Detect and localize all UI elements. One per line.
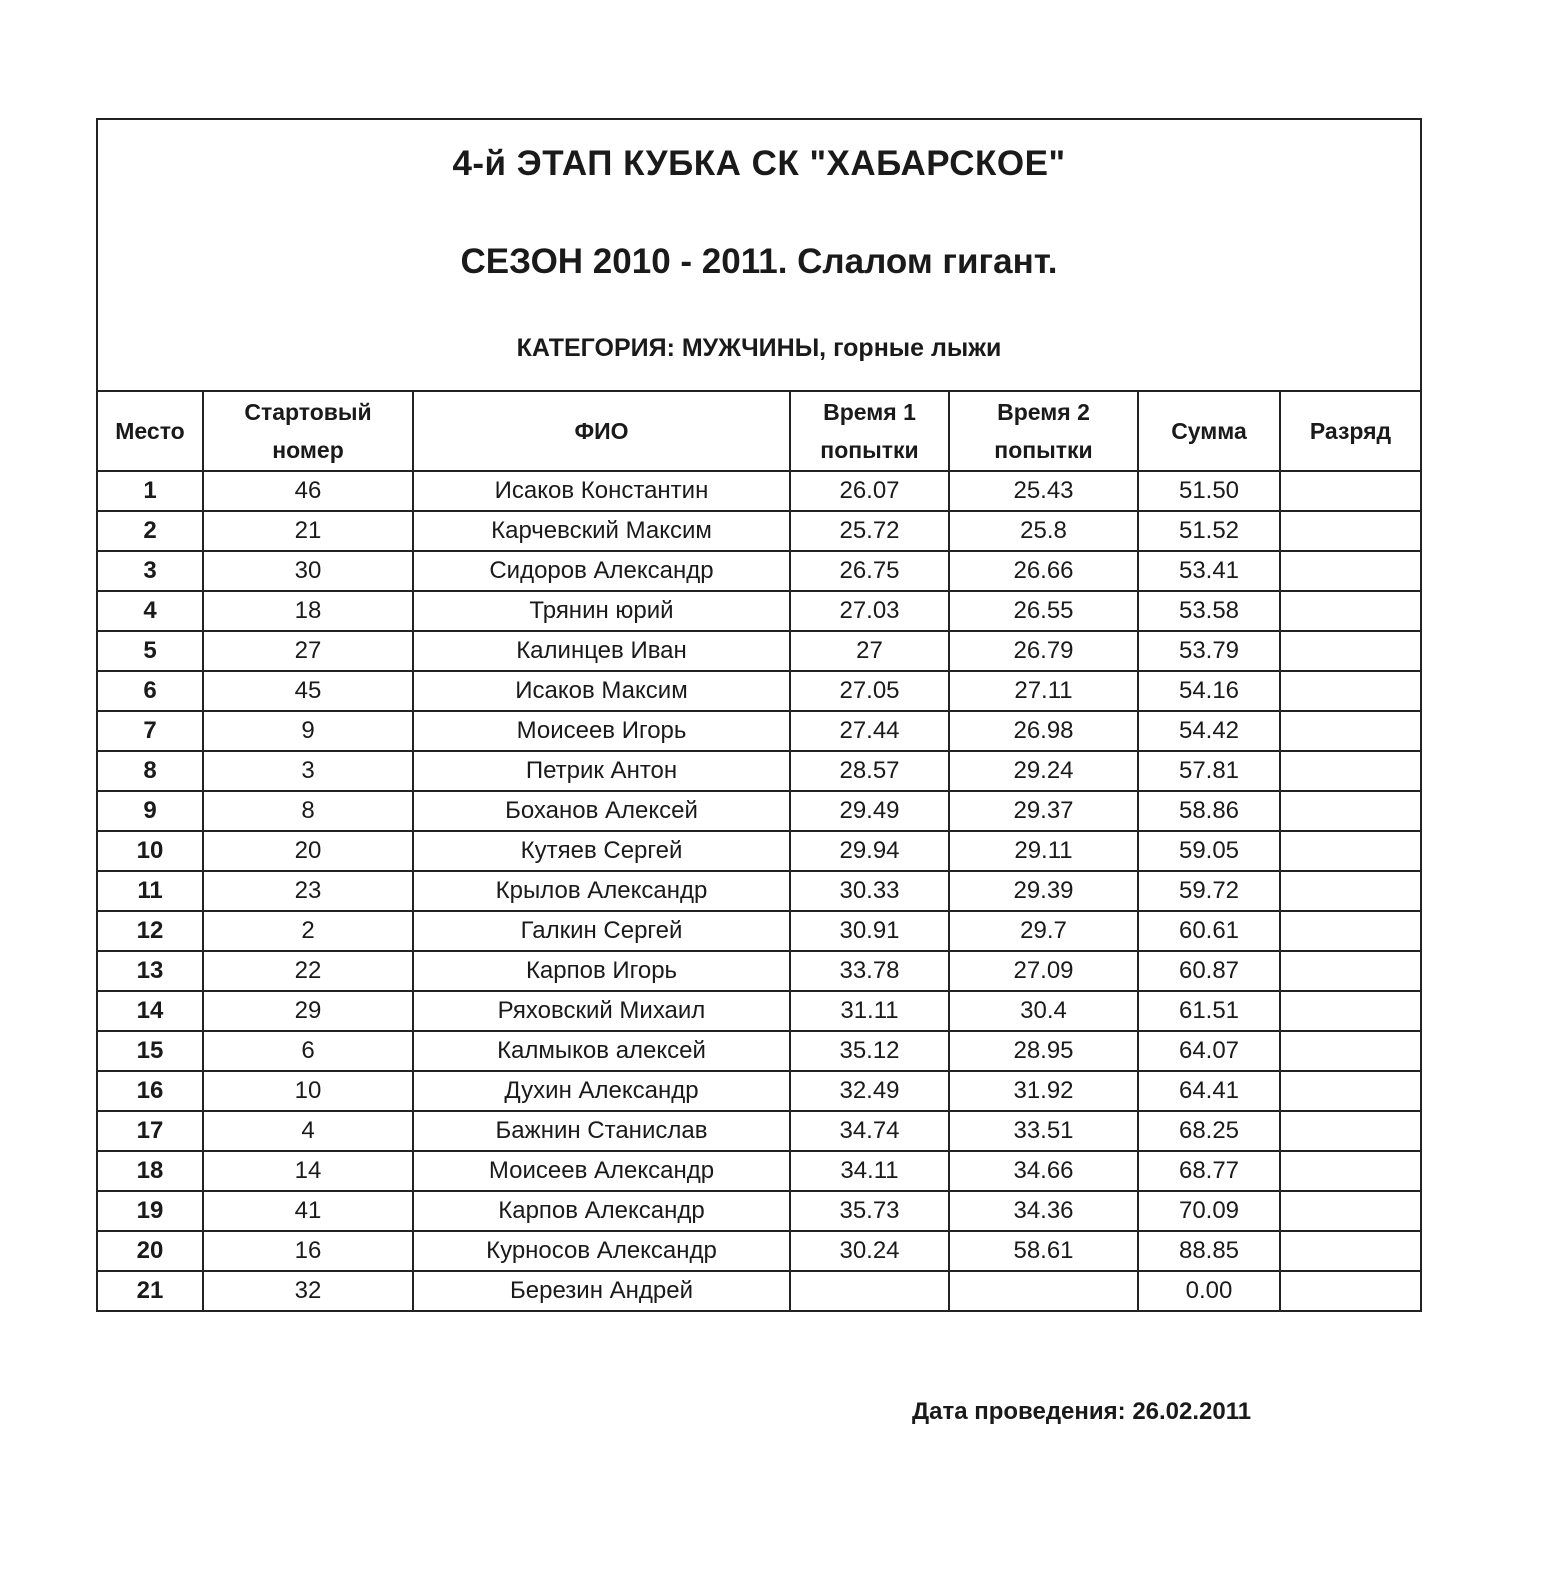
cell-place: 1	[98, 471, 203, 511]
cell-run1: 29.94	[790, 831, 949, 871]
cell-rank	[1280, 511, 1420, 551]
cell-total: 64.41	[1138, 1071, 1280, 1111]
cell-bib: 14	[203, 1151, 413, 1191]
cell-run1	[790, 1271, 949, 1310]
cell-total: 88.85	[1138, 1231, 1280, 1271]
cell-name: Карпов Александр	[413, 1191, 790, 1231]
cell-rank	[1280, 1111, 1420, 1151]
cell-place: 8	[98, 751, 203, 791]
col-header-bib	[203, 392, 413, 471]
table-row	[98, 551, 1420, 591]
cell-bib: 20	[203, 831, 413, 871]
cell-run1: 27.44	[790, 711, 949, 751]
cell-run1: 34.11	[790, 1151, 949, 1191]
cell-total: 68.77	[1138, 1151, 1280, 1191]
cell-bib: 18	[203, 591, 413, 631]
table-row	[98, 631, 1420, 671]
col-header-run1-line1: Время 1	[823, 399, 916, 425]
col-header-run2	[949, 392, 1138, 471]
cell-run2: 25.8	[949, 511, 1138, 551]
cell-rank	[1280, 911, 1420, 951]
cell-rank	[1280, 1271, 1420, 1310]
col-header-run1-line2: попытки	[820, 437, 919, 463]
cell-run2: 26.66	[949, 551, 1138, 591]
cell-name: Петрик Антон	[413, 751, 790, 791]
cell-total: 59.05	[1138, 831, 1280, 871]
cell-place: 13	[98, 951, 203, 991]
table-row	[98, 671, 1420, 711]
cell-rank	[1280, 991, 1420, 1031]
cell-run2: 30.4	[949, 991, 1138, 1031]
cell-total: 51.52	[1138, 511, 1280, 551]
table-row	[98, 591, 1420, 631]
cell-name: Духин Александр	[413, 1071, 790, 1111]
cell-run2: 28.95	[949, 1031, 1138, 1071]
table-row	[98, 1271, 1420, 1310]
cell-run2: 27.11	[949, 671, 1138, 711]
cell-total: 51.50	[1138, 471, 1280, 511]
cell-run1: 35.73	[790, 1191, 949, 1231]
cell-rank	[1280, 951, 1420, 991]
cell-run2: 26.79	[949, 631, 1138, 671]
cell-rank	[1280, 551, 1420, 591]
cell-bib: 30	[203, 551, 413, 591]
cell-run1: 26.07	[790, 471, 949, 511]
cell-run1: 29.49	[790, 791, 949, 831]
cell-name: Трянин юрий	[413, 591, 790, 631]
cell-rank	[1280, 1071, 1420, 1111]
cell-run2: 29.39	[949, 871, 1138, 911]
cell-place: 17	[98, 1111, 203, 1151]
cell-total: 64.07	[1138, 1031, 1280, 1071]
cell-total: 53.58	[1138, 591, 1280, 631]
table-row	[98, 1071, 1420, 1111]
cell-bib: 23	[203, 871, 413, 911]
category-label: КАТЕГОРИЯ: МУЖЧИНЫ, горные лыжи	[516, 334, 1002, 362]
page-title: 4-й ЭТАП КУБКА СК "ХАБАРСКОЕ"	[452, 144, 1066, 183]
cell-place: 4	[98, 591, 203, 631]
cell-place: 7	[98, 711, 203, 751]
col-header-run2-line1: Время 2	[997, 399, 1090, 425]
cell-name: Боханов Алексей	[413, 791, 790, 831]
table-row	[98, 511, 1420, 551]
cell-total: 0.00	[1138, 1271, 1280, 1310]
cell-run2: 31.92	[949, 1071, 1138, 1111]
cell-place: 21	[98, 1271, 203, 1310]
cell-run2: 29.7	[949, 911, 1138, 951]
cell-run1: 28.57	[790, 751, 949, 791]
cell-bib: 29	[203, 991, 413, 1031]
cell-place: 20	[98, 1231, 203, 1271]
cell-total: 60.87	[1138, 951, 1280, 991]
cell-place: 14	[98, 991, 203, 1031]
cell-rank	[1280, 671, 1420, 711]
table-row	[98, 751, 1420, 791]
page-subtitle: СЕЗОН 2010 - 2011. Слалом гигант.	[460, 242, 1058, 281]
cell-bib: 2	[203, 911, 413, 951]
cell-bib: 3	[203, 751, 413, 791]
cell-bib: 8	[203, 791, 413, 831]
cell-name: Сидоров Александр	[413, 551, 790, 591]
col-header-rank: Разряд	[1280, 392, 1420, 471]
cell-name: Моисеев Игорь	[413, 711, 790, 751]
cell-place: 10	[98, 831, 203, 871]
cell-rank	[1280, 791, 1420, 831]
cell-run2: 26.55	[949, 591, 1138, 631]
table-row	[98, 711, 1420, 751]
col-header-bib-line1: Стартовый	[244, 399, 372, 425]
cell-name: Карчевский Максим	[413, 511, 790, 551]
cell-rank	[1280, 1151, 1420, 1191]
cell-bib: 16	[203, 1231, 413, 1271]
cell-total: 53.79	[1138, 631, 1280, 671]
cell-run2	[949, 1271, 1138, 1310]
cell-rank	[1280, 1231, 1420, 1271]
cell-name: Ряховский Михаил	[413, 991, 790, 1031]
cell-name: Карпов Игорь	[413, 951, 790, 991]
cell-place: 9	[98, 791, 203, 831]
cell-name: Калмыков алексей	[413, 1031, 790, 1071]
cell-bib: 6	[203, 1031, 413, 1071]
cell-rank	[1280, 751, 1420, 791]
cell-run1: 32.49	[790, 1071, 949, 1111]
cell-run1: 30.33	[790, 871, 949, 911]
cell-run2: 27.09	[949, 951, 1138, 991]
cell-bib: 10	[203, 1071, 413, 1111]
cell-place: 11	[98, 871, 203, 911]
cell-name: Исаков Константин	[413, 471, 790, 511]
table-row	[98, 471, 1420, 511]
table-header-row	[98, 392, 1420, 471]
table-row	[98, 791, 1420, 831]
cell-bib: 22	[203, 951, 413, 991]
cell-run1: 33.78	[790, 951, 949, 991]
cell-total: 57.81	[1138, 751, 1280, 791]
cell-run2: 58.61	[949, 1231, 1138, 1271]
cell-name: Галкин Сергей	[413, 911, 790, 951]
cell-rank	[1280, 831, 1420, 871]
cell-run1: 30.91	[790, 911, 949, 951]
cell-run2: 29.11	[949, 831, 1138, 871]
cell-place: 3	[98, 551, 203, 591]
results-sheet	[96, 118, 1422, 1312]
cell-bib: 32	[203, 1271, 413, 1310]
table-row	[98, 991, 1420, 1031]
cell-place: 15	[98, 1031, 203, 1071]
col-header-place: Место	[98, 392, 203, 471]
cell-bib: 45	[203, 671, 413, 711]
table-row	[98, 1231, 1420, 1271]
cell-total: 60.61	[1138, 911, 1280, 951]
cell-name: Калинцев Иван	[413, 631, 790, 671]
cell-bib: 4	[203, 1111, 413, 1151]
cell-run1: 26.75	[790, 551, 949, 591]
cell-run1: 35.12	[790, 1031, 949, 1071]
table-row	[98, 1191, 1420, 1231]
cell-run1: 27	[790, 631, 949, 671]
cell-run2: 34.66	[949, 1151, 1138, 1191]
cell-bib: 46	[203, 471, 413, 511]
cell-name: Моисеев Александр	[413, 1151, 790, 1191]
cell-total: 59.72	[1138, 871, 1280, 911]
cell-run2: 29.24	[949, 751, 1138, 791]
cell-run2: 26.98	[949, 711, 1138, 751]
cell-name: Курносов Александр	[413, 1231, 790, 1271]
cell-name: Березин Андрей	[413, 1271, 790, 1310]
cell-run1: 27.05	[790, 671, 949, 711]
cell-total: 54.16	[1138, 671, 1280, 711]
cell-run2: 25.43	[949, 471, 1138, 511]
cell-rank	[1280, 631, 1420, 671]
cell-bib: 21	[203, 511, 413, 551]
cell-place: 19	[98, 1191, 203, 1231]
cell-place: 5	[98, 631, 203, 671]
cell-total: 70.09	[1138, 1191, 1280, 1231]
cell-place: 16	[98, 1071, 203, 1111]
cell-run1: 25.72	[790, 511, 949, 551]
table-row	[98, 911, 1420, 951]
cell-rank	[1280, 871, 1420, 911]
cell-name: Кутяев Сергей	[413, 831, 790, 871]
table-row	[98, 1151, 1420, 1191]
results-body	[98, 471, 1420, 1310]
sheet-header	[98, 120, 1420, 392]
cell-total: 61.51	[1138, 991, 1280, 1031]
table-row	[98, 871, 1420, 911]
table-row	[98, 1111, 1420, 1151]
cell-run2: 29.37	[949, 791, 1138, 831]
table-row	[98, 1031, 1420, 1071]
table-row	[98, 951, 1420, 991]
cell-rank	[1280, 1031, 1420, 1071]
cell-place: 2	[98, 511, 203, 551]
cell-name: Исаков Максим	[413, 671, 790, 711]
col-header-total: Сумма	[1138, 392, 1280, 471]
cell-total: 54.42	[1138, 711, 1280, 751]
cell-run1: 30.24	[790, 1231, 949, 1271]
cell-bib: 9	[203, 711, 413, 751]
event-date: Дата проведения: 26.02.2011	[912, 1398, 1252, 1425]
cell-rank	[1280, 591, 1420, 631]
cell-place: 18	[98, 1151, 203, 1191]
cell-total: 53.41	[1138, 551, 1280, 591]
cell-total: 68.25	[1138, 1111, 1280, 1151]
table-row	[98, 831, 1420, 871]
cell-run1: 27.03	[790, 591, 949, 631]
cell-name: Бажнин Станислав	[413, 1111, 790, 1151]
col-header-bib-line2: номер	[272, 437, 344, 463]
cell-run2: 33.51	[949, 1111, 1138, 1151]
cell-name: Крылов Александр	[413, 871, 790, 911]
cell-bib: 41	[203, 1191, 413, 1231]
cell-run1: 31.11	[790, 991, 949, 1031]
cell-place: 6	[98, 671, 203, 711]
cell-rank	[1280, 711, 1420, 751]
col-header-name: ФИО	[413, 392, 790, 471]
col-header-run2-line2: попытки	[994, 437, 1093, 463]
results-table	[98, 392, 1420, 1310]
col-header-run1	[790, 392, 949, 471]
cell-total: 58.86	[1138, 791, 1280, 831]
cell-run2: 34.36	[949, 1191, 1138, 1231]
cell-rank	[1280, 471, 1420, 511]
cell-bib: 27	[203, 631, 413, 671]
cell-place: 12	[98, 911, 203, 951]
cell-rank	[1280, 1191, 1420, 1231]
cell-run1: 34.74	[790, 1111, 949, 1151]
